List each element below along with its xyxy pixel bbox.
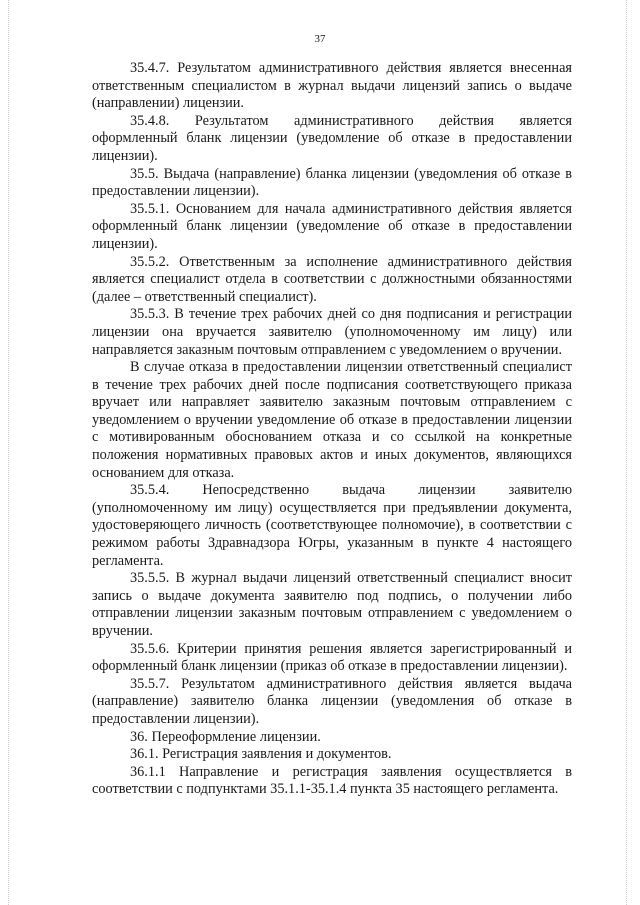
paragraph-35-4-7: 35.4.7. Результатом административного действия является внесенная ответственным специалистом в журнал выдачи лицензий запись о выдаче (направлении) лицензии. — [92, 60, 572, 112]
paragraph-35-5-4: 35.5.4. Непосредственно выдача лицензии заявителю (уполномоченному им лицу) осуществляется при предъявлении документа, удостоверяющего личность (соответствующее полномочие), в соответствии с режимом работы Здравнадзора Югры, указанным в пункте 4 настоящего регламента. — [92, 482, 572, 569]
paragraph-36-1: 36.1. Регистрация заявления и документов. — [130, 746, 392, 763]
paragraph-35-5-6: 35.5.6. Критерии принятия решения является зарегистрированный и оформленный бланк лицензии (приказ об отказе в предоставлении лицензии). — [92, 640, 572, 675]
left-margin-line — [8, 0, 11, 905]
paragraph-35-4-8: 35.4.8. Результатом административного действия является оформленный бланк лицензии (уведомление об отказе в предоставлении лицензии). — [92, 112, 572, 164]
paragraph-35-5: 35.5. Выдача (направление) бланка лицензии (уведомления об отказе в предоставлении лицензии). — [92, 165, 572, 200]
paragraph-35-5-2: 35.5.2. Ответственным за исполнение административного действия является специалист отдела в соответствии с должностными обязанностями (далее – ответственный специалист). — [92, 253, 572, 305]
paragraph-35-5-3: 35.5.3. В течение трех рабочих дней со дня подписания и регистрации лицензии она вручается заявителю (уполномоченному им лицу) или направляется заказным почтовым отправлением с уведомлением о вручении. — [92, 306, 572, 358]
page-number: 37 — [314, 33, 326, 45]
paragraph-35-5-7: 35.5.7. Результатом административного действия является выдача (направление) заявителю бланка лицензии (уведомления об отказе в предоставлении лицензии). — [92, 675, 572, 727]
paragraph-36-1-1: 36.1.1 Направление и регистрация заявления осуществляется в соответствии с подпунктами 35.1.1-35.1.4 пункта 35 настоящего регламента. — [92, 763, 572, 798]
paragraph-refusal: В случае отказа в предоставлении лицензии ответственный специалист в течение трех рабочих дней после подписания соответствующего приказа вручает или направляет заявителю заказным почтовым отправлением с уведомлением о вручении уведомление об отказе в предоставлении лицензии с мотивированным обоснованием отказа и со ссылкой на конкретные положения нормативных правовых актов и иных документов, являющихся основанием для отказа. — [92, 359, 572, 481]
document-body — [92, 60, 572, 799]
paragraph-35-5-5: 35.5.5. В журнал выдачи лицензий ответственный специалист вносит запись о выдаче документа заявителю под подпись, о получении либо отправлении лицензии заказным почтовым отправлением с уведомлением о вручении. — [92, 570, 572, 639]
paragraph-35-5-1: 35.5.1. Основанием для начала административного действия является оформленный бланк лицензии (уведомление об отказе в предоставлении лицензии). — [92, 200, 572, 252]
paragraph-36: 36. Переоформление лицензии. — [130, 728, 321, 745]
right-margin-line — [626, 0, 629, 905]
